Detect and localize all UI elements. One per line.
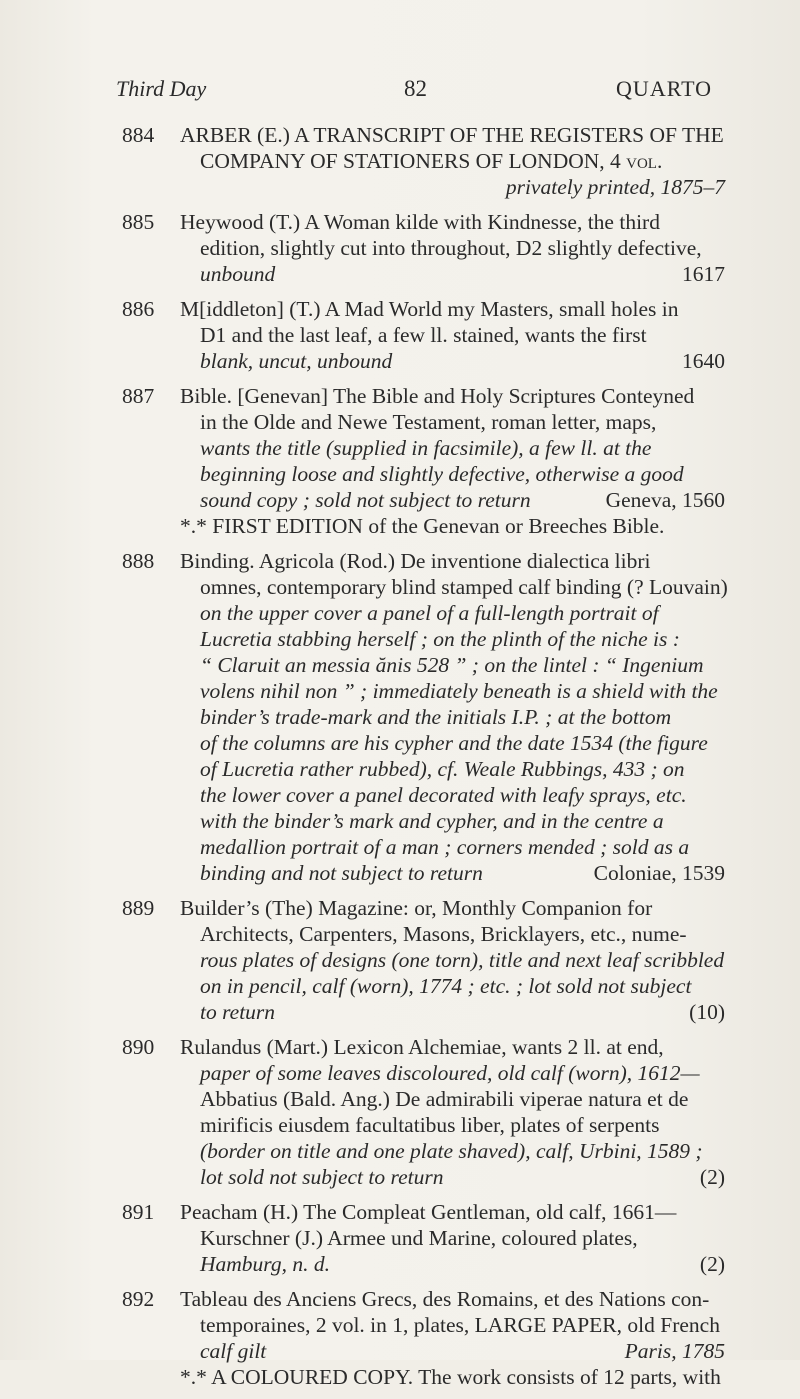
entry-line: privately printed, 1875–7 [505,175,725,199]
entry-line: medallion portrait of a man ; corners mended ; sold as a [200,835,690,859]
entry-imprint: Coloniae, 1539 [593,861,725,885]
entry-line: wants the title (supplied in facsimile), a few ll. at the [200,436,652,460]
entry-imprint: 1617 [682,262,725,286]
running-head [116,76,712,112]
entry-line: rous plates of designs (one torn), title and next leaf scribbled [200,948,725,972]
entry-description-end: Hamburg, n. d. [200,1252,330,1276]
entry-line: Bible. [Genevan] The Bible and Holy Scriptures Conteyned [180,384,695,408]
entry-line: on in pencil, calf (worn), 1774 ; etc. ; lot sold not subject [200,974,692,998]
entry-line: Peacham (H.) The Compleat Gentleman, old calf, 1661— [180,1200,677,1224]
entry-description-end: calf gilt [200,1339,267,1363]
entry-line [200,348,725,374]
entry-note: *.* A COLOURED COPY. The work consists of 12 parts, with [180,1365,721,1389]
catalogue-entry [0,1034,800,1190]
entry-line [200,1164,725,1190]
entry-line: with the binder’s mark and cypher, and in the centre a [200,809,664,833]
lot-number: 884 [122,123,155,147]
entry-line [200,261,725,287]
entry-description-end: sound copy ; sold not subject to return [200,488,531,512]
entry-imprint: (10) [689,1000,725,1024]
entry-line: binder’s trade-mark and the initials I.P. ; at the bottom [200,705,672,729]
entry-line [200,860,725,886]
lot-number: 886 [122,297,155,321]
entry-line: in the Olde and Newe Testament, roman letter, maps, [200,410,657,434]
entry-line: paper of some leaves discoloured, old calf (worn), 1612— [200,1061,700,1085]
entry-line: “ Claruit an messia ănis 528 ” ; on the lintel : “ Ingenium [200,653,704,677]
entry-line: (border on title and one plate shaved), calf, Urbini, 1589 ; [200,1139,703,1163]
entry-line [200,1251,725,1277]
entry-description-end: binding and not subject to return [200,861,483,885]
entry-line: Tableau des Anciens Grecs, des Romains, et des Nations con- [180,1287,710,1311]
entry-line: of Lucretia rather rubbed), cf. Weale Rubbings, 433 ; on [200,757,685,781]
catalogue-entries [0,122,800,1399]
entry-imprint: (2) [699,1165,725,1189]
entry-line: the lower cover a panel decorated with leafy sprays, etc. [200,783,687,807]
catalogue-entry [0,548,800,886]
lot-number: 887 [122,384,155,408]
entry-line: Abbatius (Bald. Ang.) De admirabili viperae natura et de [200,1087,689,1111]
entry-line [200,1338,725,1364]
entry-line: volens nihil non ” ; immediately beneath is a shield with the [200,679,718,703]
entry-imprint: Geneva, 1560 [605,488,725,512]
entry-imprint: Paris, 1785 [624,1339,725,1363]
lot-number: 885 [122,210,155,234]
entry-line: temporaines, 2 vol. in 1, plates, LARGE PAPER, old French [200,1313,720,1337]
entry-imprint: 1640 [682,349,725,373]
lot-number: 888 [122,549,155,573]
lot-number: 890 [122,1035,155,1059]
running-head-day: Third Day [116,76,207,101]
entry-line: beginning loose and slightly defective, otherwise a good [200,462,684,486]
entry-description-end: to return [200,1000,276,1024]
entry-line: ARBER (E.) A TRANSCRIPT OF THE REGISTERS OF THE [180,123,724,147]
page-number: 82 [404,76,427,101]
entry-line: M[iddleton] (T.) A Mad World my Masters, small holes in [180,297,679,321]
catalogue-entry [0,209,800,287]
entry-line: Lucretia stabbing herself ; on the plinth of the niche is : [200,627,680,651]
entry-description-end: blank, uncut, unbound [200,349,393,373]
entry-line: Kurschner (J.) Armee und Marine, coloured plates, [200,1226,638,1250]
entry-line: Rulandus (Mart.) Lexicon Alchemiae, wants 2 ll. at end, [180,1035,664,1059]
entry-line: Builder’s (The) Magazine: or, Monthly Companion for [180,896,653,920]
lot-number: 889 [122,896,155,920]
entry-line: on the upper cover a panel of a full-length portrait of [200,601,659,625]
entry-description-end: unbound [200,262,276,286]
catalogue-entry [0,895,800,1025]
entry-line: Architects, Carpenters, Masons, Bricklayers, etc., nume- [200,922,687,946]
entry-description-end: lot sold not subject to return [200,1165,444,1189]
lot-number: 892 [122,1287,155,1311]
running-head-section: QUARTO [616,76,712,101]
entry-note: *.* FIRST EDITION of the Genevan or Breeches Bible. [180,514,665,538]
entry-line: COMPANY OF STATIONERS OF LONDON, 4 vol. [200,149,663,173]
catalogue-entry [0,296,800,374]
lot-number: 891 [122,1200,155,1224]
entry-line: mirificis eiusdem facultatibus liber, plates of serpents [200,1113,660,1137]
entry-line: edition, slightly cut into throughout, D2 slightly defective, [200,236,702,260]
entry-line: D1 and the last leaf, a few ll. stained, wants the first [200,323,647,347]
entry-line: of the columns are his cypher and the date 1534 (the figure [200,731,708,755]
entry-line: Heywood (T.) A Woman kilde with Kindnesse, the third [180,210,660,234]
entry-imprint: (2) [699,1252,725,1276]
entry-line: Binding. Agricola (Rod.) De inventione dialectica libri [180,549,651,573]
entry-line: omnes, contemporary blind stamped calf binding (? Louvain) [200,575,728,599]
catalogue-entry [0,383,800,539]
catalogue-entry [0,1199,800,1277]
entry-line [200,487,725,513]
catalogue-entry [0,122,800,200]
catalogue-entry [0,1286,800,1390]
entry-line [200,999,725,1025]
